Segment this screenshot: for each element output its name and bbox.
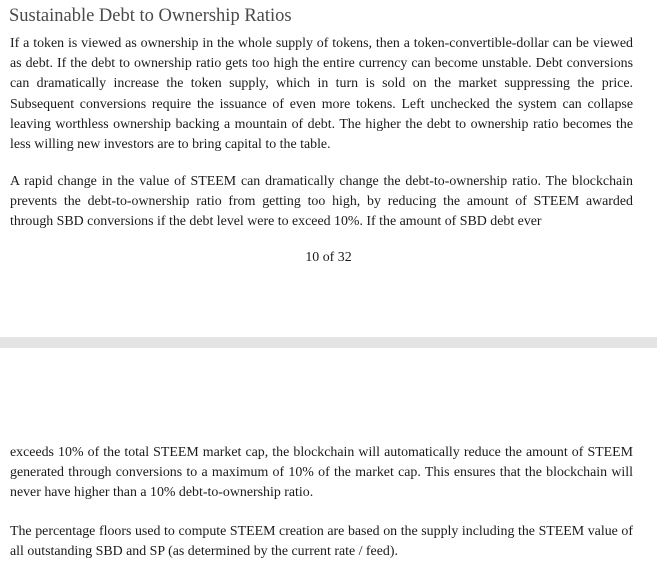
section-heading: Sustainable Debt to Ownership Ratios — [9, 6, 292, 26]
body-paragraph-percentage-floors: The percentage floors used to compute STEEM creation are based on the supply including the STEEM value of all outstanding SBD and SP (as determined by the current rate / feed). — [10, 524, 633, 560]
body-paragraph-steem-value-change: A rapid change in the value of STEEM can dramatically change the debt-to-ownership ratio. The blockchain prevents the debt-to-ownership ratio from getting too high, by reducing the amount of STEEM awarded through SBD conversions if the debt level were to exceed 10%. If the amount of SBD debt ever — [10, 174, 633, 230]
body-paragraph-debt-as-ownership: If a token is viewed as ownership in the whole supply of tokens, then a token-convertible-dollar can be viewed as debt. If the debt to ownership ratio gets too high the entire currency can become unstable. Debt conversions can dramatically increase the token supply, which in turn is sold on the market suppressing the price. Subsequent conversions require the issuance of even more tokens. Left unchecked the system can collapse leaving worthless ownership backing a mountain of debt. The higher the debt to ownership ratio becomes the less willing new investors are to bring capital to the table. — [10, 36, 633, 153]
page-number: 10 of 32 — [305, 250, 352, 265]
body-paragraph-debt-cap-continuation: exceeds 10% of the total STEEM market cap, the blockchain will automatically reduce the amount of STEEM generated through conversions to a maximum of 10% of the market cap. This ensures that the blockchain will never have higher than a 10% debt-to-ownership ratio. — [10, 445, 633, 501]
document-page-11 — [0, 348, 657, 580]
page-separator — [0, 337, 657, 348]
